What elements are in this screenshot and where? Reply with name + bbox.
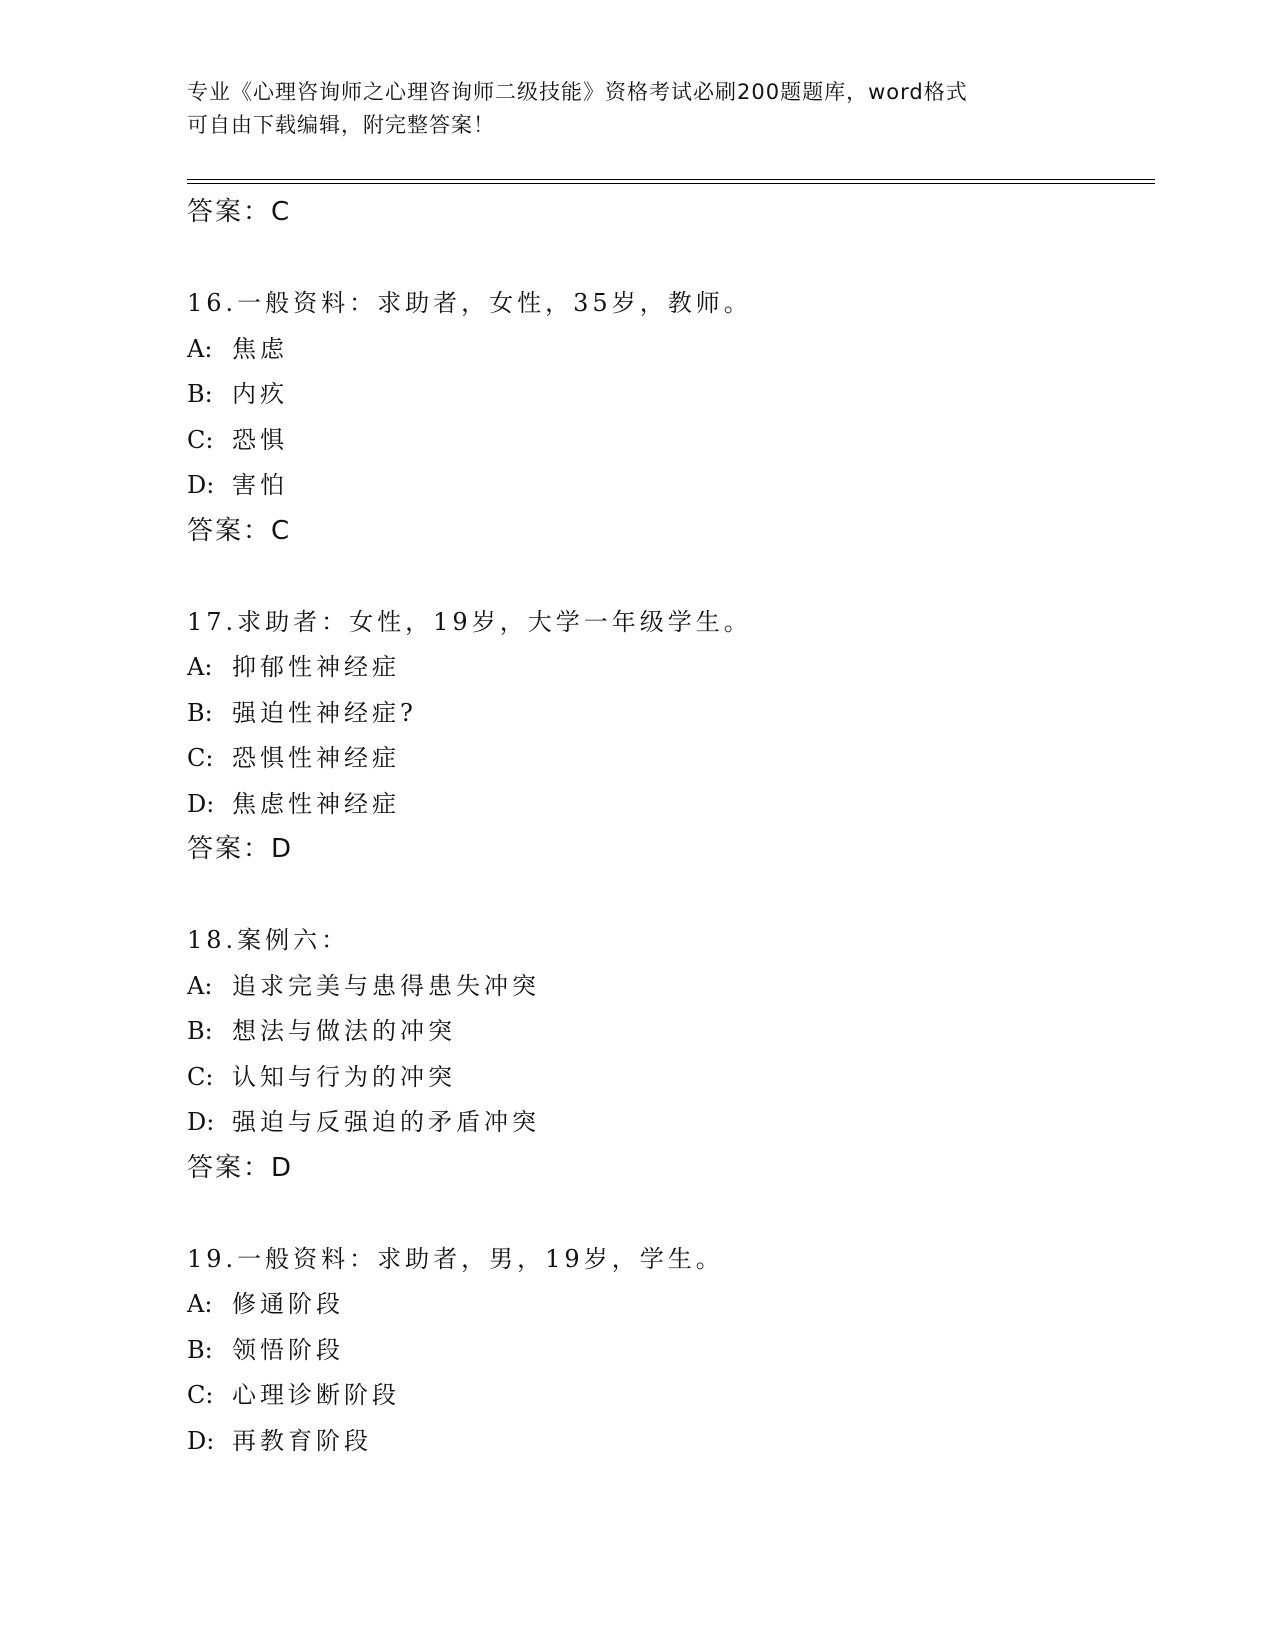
option-text: 内疚 bbox=[232, 380, 288, 408]
question-16 bbox=[187, 281, 1147, 554]
option-text: 心理诊断阶段 bbox=[232, 1381, 400, 1409]
option-d bbox=[187, 1419, 1147, 1465]
option-b bbox=[187, 691, 1147, 737]
answer-line: 答案：D bbox=[187, 1152, 294, 1183]
option-text: 恐惧性神经症 bbox=[232, 744, 400, 772]
option-label: A: bbox=[187, 334, 213, 363]
option-text: 修通阶段 bbox=[232, 1290, 344, 1318]
question-stem: 18.案例六： bbox=[187, 926, 350, 954]
option-b bbox=[187, 1328, 1147, 1374]
option-label: A: bbox=[187, 653, 213, 681]
answer-line: 答案：C bbox=[187, 515, 292, 546]
question-17 bbox=[187, 600, 1147, 873]
document-header bbox=[187, 76, 1087, 142]
option-text: 追求完美与患得患失冲突 bbox=[232, 971, 540, 1000]
question-stem: 16.一般资料：求助者，女性，35岁，教师。 bbox=[187, 289, 752, 317]
option-text: 恐惧 bbox=[232, 425, 288, 454]
option-d bbox=[187, 463, 1147, 509]
question-19 bbox=[187, 1237, 1147, 1465]
question-18 bbox=[187, 918, 1147, 1191]
option-label: D: bbox=[187, 471, 215, 499]
option-d bbox=[187, 782, 1147, 828]
option-label: D: bbox=[187, 1108, 215, 1136]
option-a bbox=[187, 327, 1147, 373]
question-stem: 19.一般资料：求助者，男，19岁，学生。 bbox=[187, 1244, 724, 1273]
option-text: 想法与做法的冲突 bbox=[232, 1017, 456, 1045]
option-text: 焦虑 bbox=[232, 334, 288, 363]
header-rule-top bbox=[187, 179, 1155, 180]
option-label: C: bbox=[187, 425, 214, 454]
option-d bbox=[187, 1100, 1147, 1146]
option-text: 害怕 bbox=[232, 471, 288, 499]
option-label: C: bbox=[187, 1062, 214, 1091]
option-label: D: bbox=[187, 1426, 215, 1455]
header-rule-bottom bbox=[187, 183, 1155, 184]
option-text: 抑郁性神经症 bbox=[232, 653, 400, 681]
option-text: 强迫性神经症? bbox=[232, 698, 417, 727]
option-c bbox=[187, 1055, 1147, 1101]
option-text: 强迫与反强迫的矛盾冲突 bbox=[232, 1108, 540, 1136]
option-a bbox=[187, 645, 1147, 691]
option-c bbox=[187, 418, 1147, 464]
option-text: 认知与行为的冲突 bbox=[232, 1062, 456, 1091]
option-text: 再教育阶段 bbox=[232, 1426, 372, 1455]
option-label: B: bbox=[187, 380, 213, 408]
question-list bbox=[187, 190, 1147, 1464]
option-b bbox=[187, 1009, 1147, 1055]
option-text: 焦虑性神经症 bbox=[232, 789, 400, 818]
option-label: C: bbox=[187, 1381, 214, 1409]
option-label: A: bbox=[187, 971, 213, 1000]
header-line-2: 可自由下载编辑，附完整答案！ bbox=[187, 113, 495, 137]
header-line-1: 专业《心理咨询师之心理咨询师二级技能》资格考试必刷200题题库，word格式 bbox=[187, 80, 968, 104]
option-c bbox=[187, 736, 1147, 782]
option-label: B: bbox=[187, 1335, 213, 1364]
option-label: B: bbox=[187, 1017, 213, 1045]
option-label: B: bbox=[187, 698, 213, 727]
question-stem: 17.求助者：女性，19岁，大学一年级学生。 bbox=[187, 607, 752, 636]
option-label: D: bbox=[187, 789, 215, 818]
answer-line: 答案：C bbox=[187, 197, 292, 227]
option-text: 领悟阶段 bbox=[232, 1335, 344, 1364]
option-a bbox=[187, 964, 1147, 1010]
option-b bbox=[187, 372, 1147, 418]
answer-line: 答案：D bbox=[187, 834, 294, 864]
option-label: C: bbox=[187, 744, 214, 772]
option-a bbox=[187, 1282, 1147, 1328]
option-label: A: bbox=[187, 1290, 213, 1318]
option-c bbox=[187, 1373, 1147, 1419]
